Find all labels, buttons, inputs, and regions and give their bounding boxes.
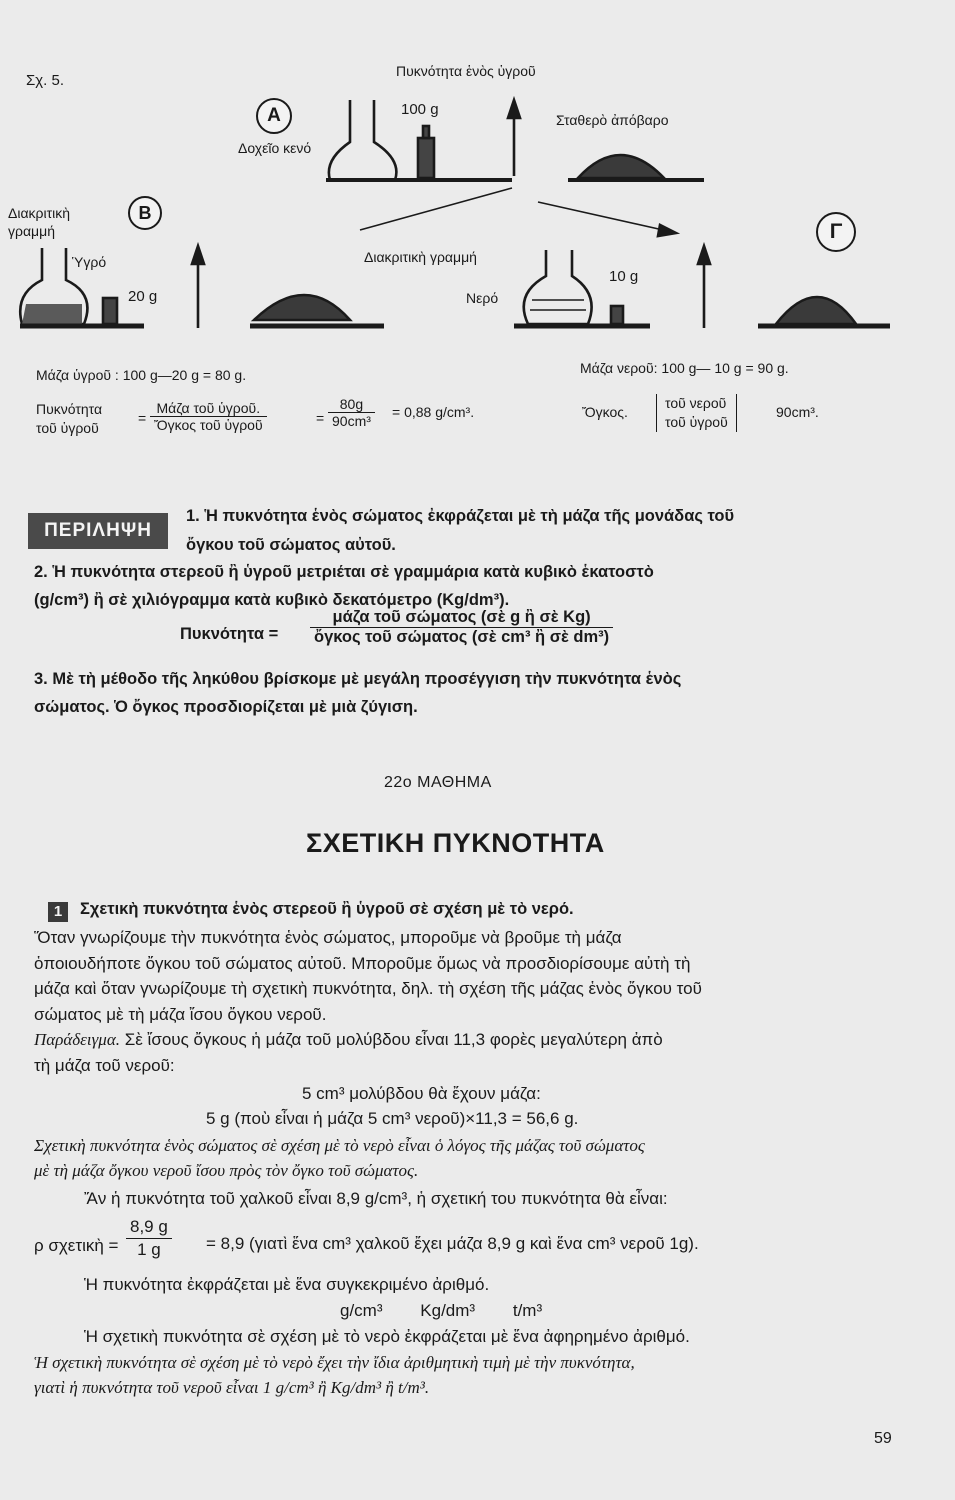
summary-item-1: 1. Ἡ πυκνότητα ἑνὸς σώματος ἐκφράζεται μὲ τὴ μάζα τῆς μονάδας τοῦ ὄγκου τοῦ σώματος αὐτοῦ. (186, 507, 735, 554)
rho-lhs: ρ σχετικὴ = (34, 1236, 119, 1255)
equals-2: = (316, 410, 325, 426)
example-label: Παράδειγμα. (34, 1030, 121, 1049)
lesson-number: 22ο ΜΑΘΗΜΑ (384, 774, 492, 791)
density-result: = 0,88 g/cm³. (392, 404, 475, 420)
summary-item-2: 2. Ἡ πυκνότητα στερεοῦ ἢ ὑγροῦ μετριέται σὲ γραμμάρια κατὰ κυβικὸ ἑκατοστὸ (g/cm³) ἢ σὲ χιλιόγραμμα κατὰ κυβικὸ δεκατόμετρο (Kg/dm³). (34, 563, 654, 609)
mass-liquid: Μάζα ὑγροῦ : 100 g—20 g = 80 g. (36, 367, 247, 383)
tare-dome-g (776, 297, 856, 324)
liquid-label: Ὑγρό (72, 254, 107, 270)
summary-formula-num: μάζα τοῦ σώματος (σὲ g ἢ σὲ Kg) (332, 608, 591, 626)
empty-vessel-label: Δοχεῖο κενό (238, 140, 312, 156)
calc-line-2: 5 g (ποὺ εἶναι ἡ μάζα 5 cm³ νεροῦ)×11,3 = 56,6 g. (206, 1109, 579, 1128)
summary-badge: ΠΕΡΙΛΗΨΗ (28, 513, 168, 549)
definition: Σχετικὴ πυκνότητα ἑνὸς σώματος σὲ σχέση μὲ τὸ νερὸ εἶναι ὁ λόγος τῆς μάζας τοῦ σώματος μὲ τὴ μάζα ὄγκου νεροῦ ἴσου πρὸς τὸν ὄγκο τοῦ σώματος. (34, 1136, 645, 1180)
volume-value: 90cm³. (776, 404, 819, 420)
volume-label: Ὄγκος. (582, 404, 628, 420)
division-line2-label: Διακριτικὴ γραμμή (364, 249, 477, 265)
tare-dome-b (254, 295, 350, 320)
figure-title: Πυκνότητα ἑνὸς ὑγροῦ (396, 63, 536, 79)
copper-line: Ἄν ἡ πυκνότητα τοῦ χαλκοῦ εἶναι 8,9 g/cm³, ἡ σχετική του πυκνότητα θὰ εἶναι: (84, 1189, 668, 1208)
rho-num: 8,9 g (130, 1217, 168, 1236)
lesson-title: ΣΧΕΤΙΚΗ ΠΥΚΝΟΤΗΤΑ (306, 828, 605, 858)
volume-bracket: τοῦ νεροῦ τοῦ ὑγροῦ (656, 394, 737, 432)
circle-a: A (256, 98, 292, 134)
weight-10g (611, 306, 623, 324)
rho-fraction (126, 1216, 172, 1261)
units-line: g/cm³ Kg/dm³ t/m³ (340, 1301, 543, 1320)
closing: Ἡ σχετικὴ πυκνότητα σὲ σχέση μὲ τὸ νερὸ ἔχει τὴν ἴδια ἀριθμητικὴ τιμὴ μὲ τὴν πυκνότητα, γιατὶ ἡ πυκνότητα τοῦ νεροῦ εἶναι 1 g/cm³ ἢ Kg/dm³ ἢ t/m³. (34, 1353, 635, 1397)
weight-100g-label: 100 g (401, 101, 439, 118)
rho-rhs: = 8,9 (γιατὶ ἕνα cm³ χαλκοῦ ἔχει μάζα 8,9 g καὶ ἕνα cm³ νεροῦ 1g). (206, 1234, 699, 1253)
summary-formula-lhs: Πυκνότητα = (180, 625, 279, 643)
section-marker: 1 (48, 902, 68, 922)
fixed-tare-label: Σταθερὸ ἀπόβαρο (556, 112, 669, 128)
value-fraction-den: 90cm³ (328, 412, 375, 429)
flask-a (329, 100, 397, 180)
example-text: Σὲ ἴσους ὄγκους ἡ μάζα τοῦ μολύβδου εἶναι 11,3 φορὲς μεγαλύτερη ἀπὸ τὴ μάζα τοῦ νεροῦ: (34, 1030, 663, 1075)
tare-dome-a (578, 155, 664, 178)
circle-b: B (128, 196, 162, 230)
page-number: 59 (874, 1430, 892, 1447)
division-line-label: Διακριτικὴ γραμμή (8, 205, 71, 239)
calc-line-1: 5 cm³ μολύβδου θὰ ἔχουν μάζα: (302, 1084, 541, 1103)
summary-formula (310, 608, 613, 647)
weight-20g-label: 20 g (128, 288, 158, 305)
value-fraction-num: 80g (339, 396, 364, 412)
water-label: Νερό (466, 290, 499, 306)
weight-100g (418, 138, 434, 178)
expressed-line: Ἡ πυκνότητα ἐκφράζεται μὲ ἕνα συγκεκριμένο ἀριθμό. (84, 1275, 490, 1294)
section-para-1: Ὅταν γνωρίζουμε τὴν πυκνότητα ἑνὸς σώματος, μποροῦμε νὰ βροῦμε τὴ μάζα ὁποιουδήποτε ὄγκου τοῦ σώματος αὐτοῦ. Μποροῦμε ὅμως νὰ προσδιορίσουμε αὐτὴ τὴ μάζα καὶ ὅταν γνωρίζουμε τὴ σχετικὴ πυκνότητα, δηλ. τὴ σχέση τῆς μάζας ἑνὸς ὄγκου τοῦ σώματος μὲ τὴ μάζα ἴσου ὄγκου νεροῦ. (34, 928, 702, 1024)
value-fraction (328, 396, 375, 429)
density-fraction-num: Μάζα τοῦ ὑγροῦ. (156, 400, 261, 416)
section-heading: Σχετικὴ πυκνότητα ἑνὸς στερεοῦ ἢ ὑγροῦ σὲ σχέση μὲ τὸ νερό. (80, 900, 574, 918)
weight-20g (103, 298, 117, 324)
circle-g: Γ (816, 212, 856, 252)
summary-formula-den: ὄγκος τοῦ σώματος (σὲ cm³ ἢ σὲ dm³) (310, 627, 613, 647)
figure-label: Σχ. 5. (26, 72, 64, 89)
flask-g (524, 250, 592, 324)
example-paragraph (34, 1027, 663, 1078)
summary-item-3: 3. Μὲ τὴ μέθοδο τῆς ληκύθου βρίσκομε μὲ μεγάλη προσέγγιση τὴν πυκνότητα ἑνὸς σώματος. Ὁ ὄγκος προσδιορίζεται μὲ μιὰ ζύγιση. (34, 670, 682, 716)
rho-den: 1 g (126, 1238, 172, 1261)
density-label: Πυκνότητα τοῦ ὑγροῦ (36, 401, 103, 436)
density-fraction-den: Ὄγκος τοῦ ὑγροῦ (150, 416, 267, 433)
mass-water: Μάζα νεροῦ: 100 g— 10 g = 90 g. (580, 360, 789, 376)
abstract-line: Ἡ σχετικὴ πυκνότητα σὲ σχέση μὲ τὸ νερὸ ἐκφράζεται μὲ ἕνα ἀφηρημένο ἀριθμό. (84, 1327, 690, 1346)
equals-1: = (138, 410, 147, 426)
weight-10g-label: 10 g (609, 268, 639, 285)
density-fraction (150, 400, 267, 433)
